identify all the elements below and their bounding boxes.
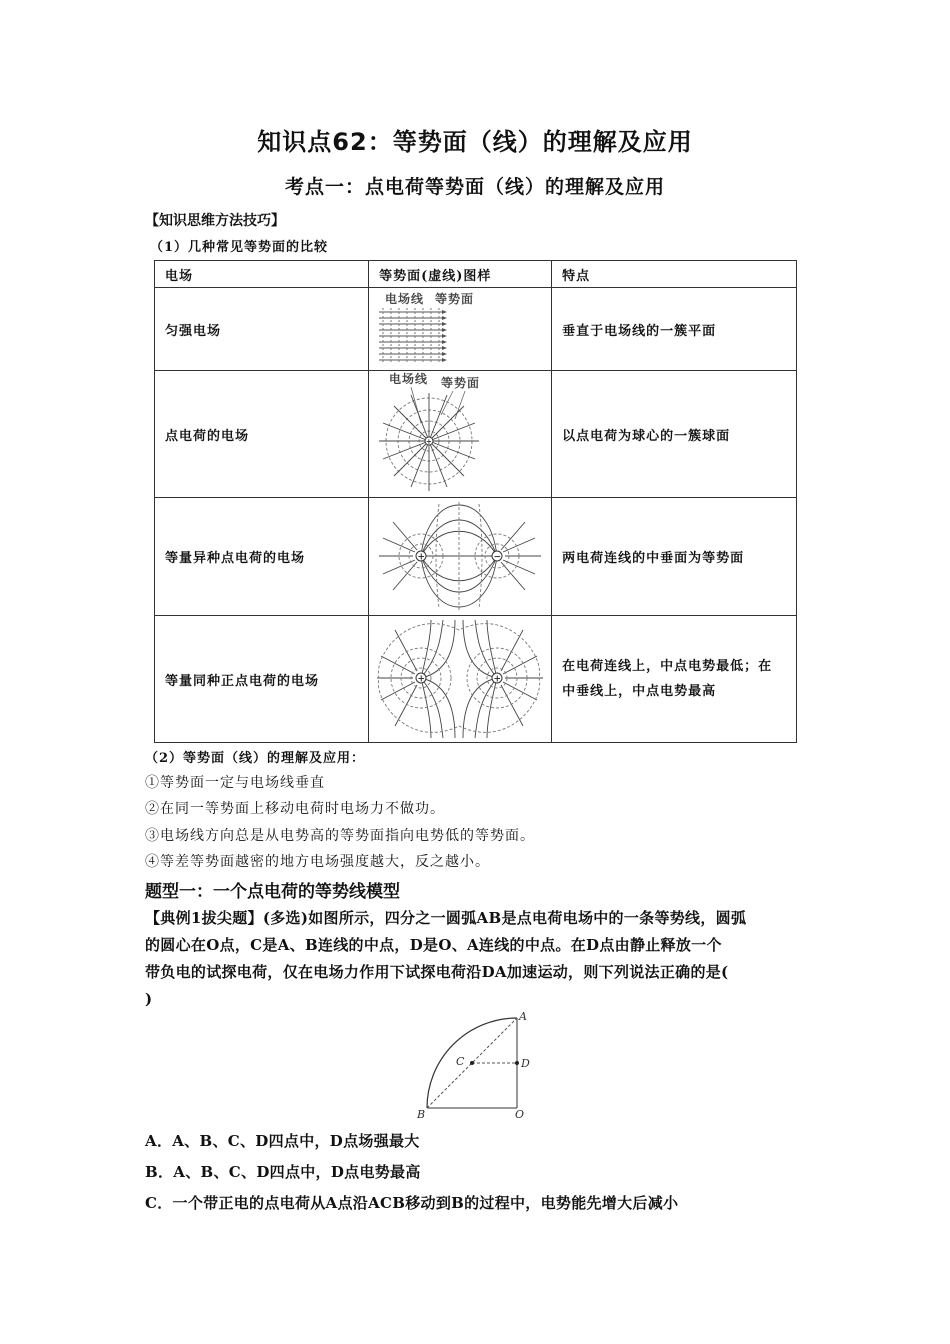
example-line: 【典例1拔尖题】(多选)如图所示，四分之一圆弧AB是点电荷电场中的一条等势线，圆弧: [145, 909, 747, 927]
table-header: 电场: [155, 261, 369, 288]
table-header: 特点: [552, 261, 797, 288]
quarter-arc-figure: [415, 1008, 545, 1120]
positive-charge-label: +: [493, 674, 503, 685]
type-heading: 题型一：一个点电荷的等势线模型: [145, 882, 400, 902]
like-charges-figure: [369, 616, 552, 743]
negative-charge-label: −: [493, 552, 503, 563]
table-cell-field: 等量同种正点电荷的电场: [155, 616, 369, 743]
uniform-field-figure: [369, 288, 552, 371]
svg-text:+: +: [426, 437, 433, 446]
table-caption: （1）几种常见等势面的比较: [150, 240, 329, 255]
list-item: ②在同一等势面上移动电荷时电场力不做功。: [145, 801, 445, 817]
example-line: 带负电的试探电荷，仅在电场力作用下试探电荷沿DA加速运动，则下列说法正确的是(: [145, 963, 729, 981]
positive-charge-label: +: [417, 674, 427, 685]
example-line: 的圆心在O点，C是A、B连线的中点，D是O、A连线的中点。在D点由静止释放一个: [145, 936, 722, 954]
list-item: ①等势面一定与电场线垂直: [145, 775, 325, 791]
list-item: ④等差等势面越密的地方电场强度越大，反之越小。: [145, 854, 490, 870]
point-label-b: B: [417, 1108, 426, 1120]
option-c: C．一个带正电的点电荷从A点沿ACB移动到B的过程中，电势能先增大后减小: [145, 1194, 679, 1212]
page-title: 知识点62：等势面（线）的理解及应用: [257, 128, 693, 156]
table-cell-feature: 在电荷连线上，中点电势最低；在中垂线上，中点电势最高: [552, 616, 797, 743]
table-cell-field: 等量异种点电荷的电场: [155, 498, 369, 616]
table-row: [155, 616, 797, 743]
table-cell-field: 匀强电场: [155, 288, 369, 371]
point-label-o: O: [515, 1108, 525, 1120]
table-row: [155, 288, 797, 371]
table-row: [155, 498, 797, 616]
point-label-c: C: [456, 1055, 465, 1068]
table-header-row: [155, 261, 797, 288]
fig-label-field-line: 电场线: [385, 292, 425, 306]
table-cell-feature: 垂直于电场线的一簇平面: [552, 288, 797, 371]
fig-label-field-line: 电场线: [389, 372, 429, 386]
point-label-a: A: [519, 1010, 527, 1023]
fig-label-equipotential: 等势面: [435, 292, 475, 306]
table-cell-field: 点电荷的电场: [155, 371, 369, 498]
table-cell-feature: 以点电荷为球心的一簇球面: [552, 371, 797, 498]
positive-charge-label: +: [417, 552, 427, 563]
option-b: B．A、B、C、D四点中，D点电势最高: [145, 1163, 421, 1181]
example-line: ): [145, 990, 153, 1008]
list-item: ③电场线方向总是从电势高的等势面指向电势低的等势面。: [145, 828, 535, 844]
point-label-d: D: [521, 1057, 530, 1070]
fig-label-equipotential: 等势面: [441, 376, 481, 390]
points-caption: （2）等势面（线）的理解及应用：: [145, 751, 366, 766]
section-label: 【知识思维方法技巧】: [145, 213, 285, 229]
comparison-table: [154, 260, 797, 743]
table-cell-feature: 两电荷连线的中垂面为等势面: [552, 498, 797, 616]
page-subtitle: 考点一：点电荷等势面（线）的理解及应用: [284, 176, 665, 198]
opposite-charges-figure: [369, 498, 552, 616]
option-a: A．A、B、C、D四点中，D点场强最大: [145, 1132, 420, 1150]
table-row: [155, 371, 797, 498]
point-charge-figure: [369, 371, 552, 498]
table-header: 等势面(虚线)图样: [369, 261, 552, 288]
